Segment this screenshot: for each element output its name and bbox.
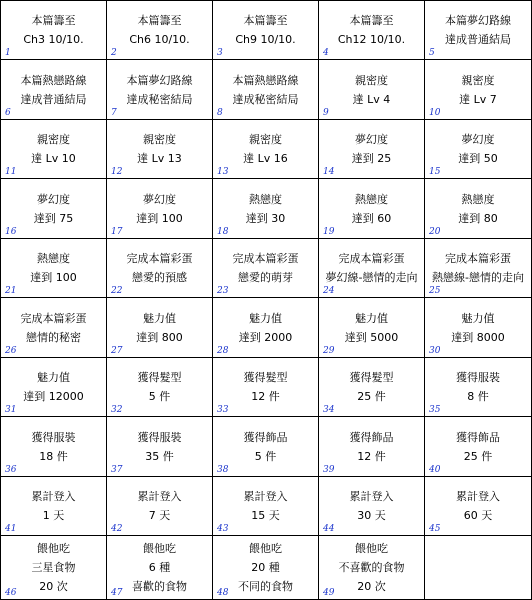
- achievement-condition: 15 天: [251, 509, 280, 522]
- achievement-cell: [213, 417, 319, 477]
- achievement-title: 本篇籌至: [349, 14, 394, 27]
- achievement-cell: [1, 298, 107, 358]
- achievement-title: 本篇籌至: [243, 14, 288, 27]
- achievement-number: 12: [111, 167, 123, 177]
- achievement-cell: [319, 477, 425, 536]
- achievement-condition: 8 件: [467, 390, 489, 403]
- achievement-condition: 12 件: [251, 390, 280, 403]
- achievement-condition: 6 種: [148, 561, 171, 574]
- achievement-cell: [213, 120, 319, 179]
- empty-cell: [425, 536, 532, 600]
- achievement-condition: 達成秘密結局: [232, 92, 299, 106]
- achievement-title: 餵他吃: [355, 542, 388, 555]
- achievement-condition: Ch3 10/10.: [23, 33, 84, 46]
- achievement-condition: 熱戀線-戀情的走向: [432, 271, 524, 284]
- achievement-cell: [425, 60, 532, 120]
- achievement-cell: [107, 417, 213, 477]
- achievement-number: 15: [429, 167, 441, 177]
- achievement-number: 16: [5, 227, 17, 237]
- achievement-cell: [213, 179, 319, 239]
- achievement-condition: 達 Lv 7: [459, 92, 497, 106]
- achievement-number: 44: [323, 524, 335, 534]
- achievement-title: 完成本篇彩蛋: [20, 311, 87, 325]
- achievement-title: 夢幻度: [355, 133, 388, 146]
- achievement-title: 魅力值: [143, 311, 176, 325]
- achievement-condition: Ch6 10/10.: [129, 33, 190, 46]
- achievement-number: 25: [429, 286, 441, 296]
- achievement-number: 26: [5, 346, 17, 356]
- achievement-condition: 不喜歡的食物: [338, 561, 405, 574]
- achievement-number: 47: [111, 588, 123, 598]
- achievement-title: 累計登入: [456, 490, 500, 503]
- achievement-number: 32: [111, 405, 123, 415]
- achievement-condition: Ch9 10/10.: [235, 33, 296, 46]
- achievement-condition: 戀愛的萌芽: [238, 271, 293, 284]
- achievement-title: 餵他吃: [37, 542, 70, 555]
- achievement-title: 完成本篇彩蛋: [232, 252, 299, 265]
- achievement-cell: [319, 298, 425, 358]
- achievement-number: 40: [429, 465, 441, 475]
- achievement-condition: 達到 50: [458, 152, 498, 165]
- achievement-number: 13: [217, 167, 229, 177]
- achievement-number: 9: [323, 108, 329, 118]
- achievement-number: 28: [217, 346, 229, 356]
- achievement-condition: 夢幻線-戀情的走向: [325, 271, 418, 284]
- achievement-number: 22: [111, 286, 123, 296]
- achievement-number: 24: [323, 286, 335, 296]
- achievement-title: 魅力值: [249, 311, 282, 325]
- achievement-condition: 達到 25: [351, 152, 392, 165]
- achievement-cell: [319, 60, 425, 120]
- achievement-title: 本篇籌至: [31, 14, 76, 27]
- achievement-title: 本篇熱戀路線: [20, 73, 87, 87]
- achievement-number: 30: [429, 346, 441, 356]
- achievement-title: 本篇熱戀路線: [232, 73, 299, 87]
- achievement-condition: 戀情的秘密: [26, 330, 81, 344]
- achievement-condition: 35 件: [145, 449, 174, 463]
- achievement-number: 10: [429, 108, 441, 118]
- achievement-cell: [319, 1, 425, 60]
- achievement-title: 熱戀度: [249, 192, 282, 206]
- achievement-number: 37: [111, 465, 123, 475]
- achievement-title: 熱戀度: [355, 192, 388, 206]
- achievement-title: 獲得飾品: [456, 430, 500, 444]
- achievement-number: 23: [217, 286, 229, 296]
- achievement-number: 35: [429, 405, 441, 415]
- achievement-title: 累計登入: [243, 490, 288, 503]
- achievement-cell: [319, 179, 425, 239]
- achievement-number: 33: [217, 405, 229, 415]
- achievement-number: 29: [323, 346, 335, 356]
- achievement-number: 6: [5, 108, 11, 118]
- achievement-title: 夢幻度: [37, 192, 70, 206]
- achievement-condition: 20 次: [357, 580, 386, 593]
- achievement-cell: [213, 60, 319, 120]
- achievement-cell: [319, 358, 425, 417]
- achievement-title: 親密度: [37, 133, 70, 146]
- achievement-number: 42: [111, 524, 123, 534]
- achievement-condition: 5 件: [148, 390, 171, 403]
- achievement-condition: 60 天: [463, 509, 493, 522]
- achievement-cell: [425, 417, 532, 477]
- achievement-condition: 20 次: [39, 580, 68, 593]
- achievement-title: 累計登入: [349, 490, 394, 503]
- achievement-title: 本篇夢幻路線: [126, 73, 193, 87]
- achievement-title: 累計登入: [31, 490, 76, 503]
- achievement-condition: 達 Lv 4: [352, 92, 391, 106]
- achievement-cell: [1, 1, 107, 60]
- achievement-title: 獲得髮型: [243, 371, 288, 384]
- achievement-cell: [107, 60, 213, 120]
- achievement-number: 5: [429, 48, 435, 58]
- achievement-title: 本篇夢幻路線: [445, 14, 511, 27]
- achievement-cell: [1, 536, 107, 600]
- achievement-cell: [107, 239, 213, 298]
- achievement-cell: [1, 179, 107, 239]
- achievement-cell: [319, 417, 425, 477]
- achievement-number: 14: [323, 167, 335, 177]
- achievement-condition: 三星食物: [31, 561, 76, 574]
- achievement-condition: 喜歡的食物: [132, 580, 187, 593]
- achievement-number: 1: [5, 48, 11, 58]
- achievement-cell: [107, 536, 213, 600]
- achievement-condition: 達成普通結局: [445, 33, 511, 46]
- achievement-cell: [107, 477, 213, 536]
- achievement-cell: [425, 179, 532, 239]
- achievement-condition: 達 Lv 16: [243, 152, 288, 165]
- achievement-title: 完成本篇彩蛋: [338, 252, 405, 265]
- achievement-cell: [1, 60, 107, 120]
- achievement-condition: 30 天: [357, 509, 386, 522]
- achievement-title: 累計登入: [137, 490, 182, 503]
- achievement-number: 41: [5, 524, 17, 534]
- achievement-number: 20: [429, 227, 441, 237]
- achievement-condition: 達到 30: [245, 211, 286, 225]
- achievement-title: 親密度: [355, 73, 388, 87]
- achievement-condition: 戀愛的預感: [132, 271, 187, 284]
- achievement-title: 獲得服裝: [31, 430, 76, 444]
- achievement-number: 43: [217, 524, 229, 534]
- achievement-cell: [107, 358, 213, 417]
- achievement-cell: [1, 120, 107, 179]
- achievement-condition: 達到 12000: [23, 390, 84, 403]
- achievement-number: 18: [217, 227, 229, 237]
- achievement-condition: 12 件: [357, 449, 386, 463]
- achievement-cell: [213, 1, 319, 60]
- achievement-title: 魅力值: [461, 311, 495, 325]
- achievement-cell: [1, 417, 107, 477]
- achievement-condition: Ch12 10/10.: [337, 33, 406, 46]
- achievement-cell: [425, 358, 532, 417]
- achievement-condition: 1 天: [42, 509, 65, 522]
- achievement-condition: 達到 800: [136, 330, 183, 344]
- achievement-title: 餵他吃: [143, 542, 176, 555]
- achievement-cell: [1, 477, 107, 536]
- achievement-title: 本篇籌至: [137, 14, 182, 27]
- achievement-number: 7: [111, 108, 117, 118]
- achievement-condition: 5 件: [254, 449, 277, 463]
- achievement-title: 完成本篇彩蛋: [126, 252, 193, 265]
- achievement-condition: 達到 100: [30, 271, 77, 284]
- achievement-number: 3: [217, 48, 223, 58]
- achievement-cell: [319, 536, 425, 600]
- achievement-number: 2: [111, 48, 117, 58]
- achievement-number: 17: [111, 227, 123, 237]
- achievement-title: 親密度: [249, 133, 282, 146]
- achievement-title: 親密度: [461, 73, 495, 87]
- achievement-cell: [213, 298, 319, 358]
- achievement-number: 49: [323, 588, 335, 598]
- achievement-title: 獲得飾品: [349, 430, 394, 444]
- achievement-condition: 25 件: [463, 449, 493, 463]
- achievement-number: 4: [323, 48, 329, 58]
- achievement-cell: [425, 1, 532, 60]
- achievement-cell: [213, 239, 319, 298]
- achievement-condition: 不同的食物: [238, 580, 293, 593]
- achievement-number: 46: [5, 588, 17, 598]
- achievement-number: 19: [323, 227, 335, 237]
- achievement-number: 39: [323, 465, 335, 475]
- achievement-cell: [213, 358, 319, 417]
- achievement-number: 45: [429, 524, 441, 534]
- achievement-number: 38: [217, 465, 229, 475]
- achievement-number: 27: [111, 346, 123, 356]
- achievement-condition: 達到 60: [351, 211, 392, 225]
- achievement-condition: 達到 5000: [344, 330, 399, 344]
- achievement-title: 獲得髮型: [137, 371, 182, 384]
- achievement-title: 熱戀度: [461, 192, 495, 206]
- achievement-cell: [1, 239, 107, 298]
- achievement-number: 34: [323, 405, 335, 415]
- achievement-cell: [107, 298, 213, 358]
- achievement-title: 完成本篇彩蛋: [445, 252, 511, 265]
- achievement-condition: 達到 100: [136, 211, 183, 225]
- achievement-cell: [425, 239, 532, 298]
- achievement-condition: 達成秘密結局: [126, 92, 193, 106]
- achievement-cell: [319, 120, 425, 179]
- achievement-title: 餵他吃: [249, 542, 282, 555]
- achievement-title: 夢幻度: [143, 192, 176, 206]
- achievement-condition: 達成普通結局: [20, 92, 87, 106]
- achievement-condition: 20 種: [251, 561, 280, 574]
- achievement-title: 獲得髮型: [349, 371, 394, 384]
- achievement-cell: [107, 1, 213, 60]
- achievement-cell: [213, 536, 319, 600]
- achievement-condition: 達到 75: [33, 211, 74, 225]
- achievement-condition: 達 Lv 10: [31, 152, 76, 165]
- achievement-condition: 達到 2000: [238, 330, 293, 344]
- achievement-title: 魅力值: [355, 311, 388, 325]
- achievement-cell: [107, 120, 213, 179]
- achievement-number: 8: [217, 108, 223, 118]
- achievement-number: 48: [217, 588, 229, 598]
- achievement-title: 獲得服裝: [137, 430, 182, 444]
- achievement-number: 21: [5, 286, 17, 296]
- achievement-title: 夢幻度: [461, 133, 495, 146]
- achievement-title: 親密度: [143, 133, 176, 146]
- achievement-title: 熱戀度: [37, 252, 70, 265]
- achievement-condition: 達到 80: [458, 211, 498, 225]
- achievement-number: 31: [5, 405, 17, 415]
- achievement-condition: 達 Lv 13: [137, 152, 182, 165]
- achievement-condition: 18 件: [39, 449, 68, 463]
- achievement-title: 獲得飾品: [243, 430, 288, 444]
- achievement-title: 魅力值: [37, 371, 70, 384]
- achievement-cell: [213, 477, 319, 536]
- achievement-number: 36: [5, 465, 17, 475]
- achievement-cell: [319, 239, 425, 298]
- achievement-cell: [107, 179, 213, 239]
- achievement-condition: 25 件: [357, 390, 386, 403]
- achievement-condition: 7 天: [148, 509, 171, 522]
- achievement-number: 11: [5, 167, 17, 177]
- achievement-title: 獲得服裝: [456, 371, 500, 384]
- achievement-condition: 達到 8000: [451, 330, 505, 344]
- achievement-cell: [425, 298, 532, 358]
- achievement-cell: [425, 120, 532, 179]
- achievement-cell: [1, 358, 107, 417]
- achievement-cell: [425, 477, 532, 536]
